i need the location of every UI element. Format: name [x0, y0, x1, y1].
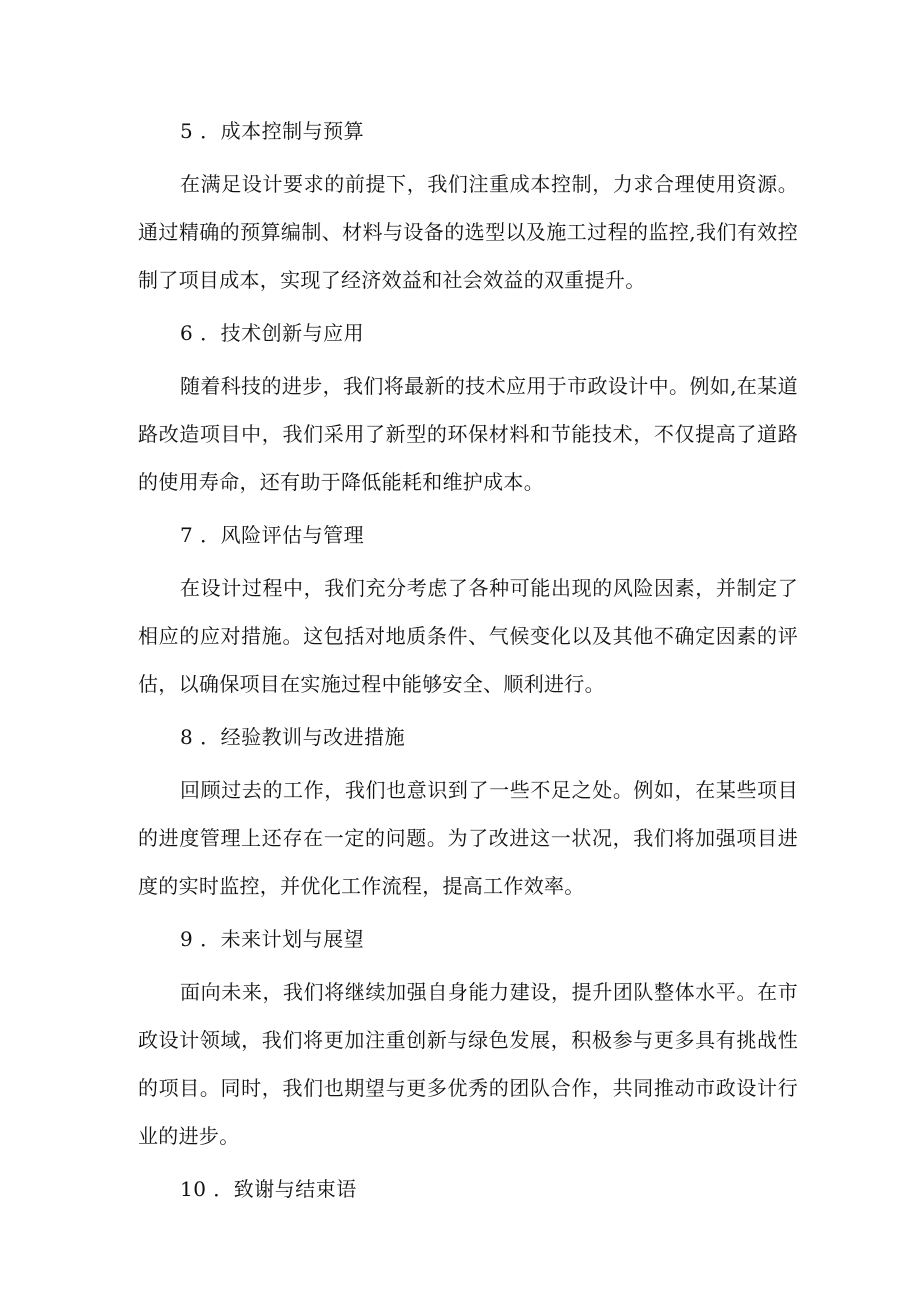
document-body [138, 112, 798, 1218]
section-heading-5: 5 ．成本控制与预算 [180, 119, 365, 143]
section-heading-10: 10 ．致谢与结束语 [180, 1177, 357, 1201]
section-paragraph-7: 在设计过程中，我们充分考虑了各种可能出现的风险因素，并制定了相应的应对措施。这包括对地质条件、气候变化以及其他不确定因素的评估，以确保项目在实施过程中能够安全、顺利进行。 [138, 576, 798, 696]
section-heading-9: 9 ．未来计划与展望 [180, 927, 365, 951]
section-paragraph-8: 回顾过去的工作，我们也意识到了一些不足之处。例如，在某些项目的进度管理上还存在一定的问题。为了改进这一状况，我们将加强项目进度的实时监控，并优化工作流程，提高工作效率。 [138, 778, 798, 898]
section-paragraph-6: 随着科技的进步，我们将最新的技术应用于市政设计中。例如,在某道路改造项目中，我们采用了新型的环保材料和节能技术，不仅提高了道路的使用寿命，还有助于降低能耗和维护成本。 [138, 374, 798, 494]
section-paragraph-5: 在满足设计要求的前提下，我们注重成本控制，力求合理使用资源。通过精确的预算编制、材料与设备的选型以及施工过程的监控,我们有效控制了项目成本，实现了经济效益和社会效益的双重提升。 [138, 172, 798, 292]
section-heading-8: 8 ．经验教训与改进措施 [180, 725, 406, 749]
section-heading-6: 6 ．技术创新与应用 [180, 321, 365, 345]
section-heading-7: 7 ．风险评估与管理 [180, 523, 365, 547]
section-paragraph-9: 面向未来，我们将继续加强自身能力建设，提升团队整体水平。在市政设计领域，我们将更加注重创新与绿色发展，积极参与更多具有挑战性的项目。同时，我们也期望与更多优秀的团队合作，共同推动市政设计行业的进步。 [138, 980, 798, 1148]
